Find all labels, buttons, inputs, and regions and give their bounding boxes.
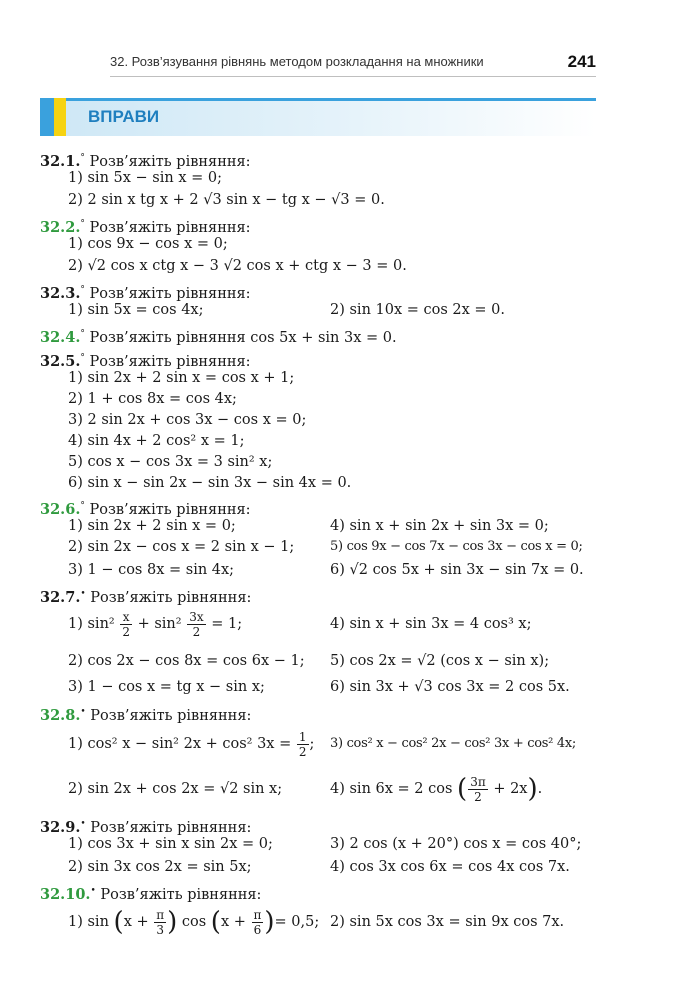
paren-open: ( bbox=[113, 907, 124, 937]
fraction bbox=[297, 730, 309, 759]
expr-part: 1) sin bbox=[68, 914, 109, 930]
exercise-instruction: Розв’яжіть рівняння: bbox=[89, 285, 251, 302]
paren-open: ( bbox=[457, 774, 468, 804]
exercise-number: 32.7. bbox=[40, 588, 81, 606]
task-item: 2) sin 10x = cos 2x = 0. bbox=[330, 302, 506, 318]
task-item: 2) sin 3x cos 2x = sin 5x; bbox=[68, 859, 252, 875]
fraction-numerator: π bbox=[253, 907, 262, 922]
exercise-instruction: Розв’яжіть рівняння: bbox=[89, 219, 251, 236]
section-title: ВПРАВИ bbox=[88, 107, 160, 126]
task-item: 4) sin 4x + 2 cos² x = 1; bbox=[68, 433, 245, 449]
task-item: 2) sin 2x − cos x = 2 sin x − 1; bbox=[68, 539, 295, 555]
fraction-denominator: 2 bbox=[192, 624, 201, 639]
level-mark: ° bbox=[80, 153, 85, 163]
task-item: 2) 1 + cos 8x = cos 4x; bbox=[68, 391, 237, 407]
expr-part: 1) cos² x − sin² 2x + cos² 3x = bbox=[68, 736, 292, 752]
task-item: 3) cos² x − cos² 2x − cos² 3x + cos² 4x; bbox=[330, 736, 576, 751]
task-item: 6) sin x − sin 2x − sin 3x − sin 4x = 0. bbox=[68, 475, 352, 491]
task-item: 1) cos 3x + sin x sin 2x = 0; bbox=[68, 836, 273, 852]
task-item: 1) sin 5x − sin x = 0; bbox=[68, 170, 222, 186]
fraction-denominator: 2 bbox=[298, 744, 307, 759]
fraction-denominator: 6 bbox=[253, 922, 262, 937]
exercise-number: 32.1. bbox=[40, 152, 81, 170]
task-item: 5) cos 9x − cos 7x − cos 3x − cos x = 0; bbox=[330, 539, 583, 554]
task-item bbox=[68, 724, 314, 764]
level-mark: ° bbox=[80, 501, 85, 511]
task-item: 3) 1 − cos 8x = sin 4x; bbox=[68, 562, 235, 578]
task-item: 4) sin x + sin 3x = 4 cos³ x; bbox=[330, 616, 532, 632]
fraction-denominator: 2 bbox=[474, 789, 482, 804]
expr-part: = 0,5; bbox=[274, 914, 320, 930]
task-item: 2) sin 5x cos 3x = sin 9x cos 7x. bbox=[330, 914, 565, 930]
task-item: 2) √2 cos x ctg x − 3 √2 cos x + ctg x − 3 = 0. bbox=[68, 258, 407, 274]
running-title: 32. Розв’язування рівнянь методом розкладання на множники bbox=[110, 54, 484, 69]
flag-yellow-stripe bbox=[54, 98, 66, 136]
banner-top-line bbox=[66, 98, 596, 101]
fraction bbox=[468, 775, 488, 804]
exercise-number: 32.4. bbox=[40, 328, 81, 346]
fraction-numerator: x bbox=[120, 610, 132, 625]
fraction-numerator: 1 bbox=[298, 729, 307, 744]
fraction bbox=[252, 908, 264, 937]
flag-blue-stripe bbox=[40, 98, 54, 136]
exercise-instruction: Розв’яжіть рівняння: bbox=[90, 589, 252, 606]
exercise-number: 32.6. bbox=[40, 500, 81, 518]
task-item bbox=[330, 771, 542, 807]
task-item: 3) 2 sin 2x + cos 3x − cos x = 0; bbox=[68, 412, 307, 428]
fraction bbox=[154, 908, 166, 937]
exercise-instruction: Розв’яжіть рівняння: bbox=[89, 501, 251, 518]
exercise-instruction: Розв’яжіть рівняння cos 5x + sin 3x = 0. bbox=[89, 329, 397, 346]
page-number: 241 bbox=[567, 52, 596, 71]
exercise-number: 32.3. bbox=[40, 284, 81, 302]
task-item: 2) sin 2x + cos 2x = √2 sin x; bbox=[68, 781, 283, 797]
exercise-32-8 bbox=[40, 702, 251, 726]
expr-part: x + bbox=[220, 914, 246, 930]
level-mark: • bbox=[90, 886, 96, 896]
task-item: 1) sin 2x + 2 sin x = cos x + 1; bbox=[68, 370, 295, 386]
task-item: 3) 2 cos (x + 20°) cos x = cos 40°; bbox=[330, 836, 582, 852]
task-item: 1) sin 2x + 2 sin x = 0; bbox=[68, 518, 236, 534]
fraction bbox=[120, 610, 132, 639]
paren-close: ) bbox=[527, 774, 538, 804]
level-mark: • bbox=[80, 707, 86, 717]
page-header bbox=[110, 52, 596, 77]
task-item: 6) √2 cos 5x + sin 3x − sin 7x = 0. bbox=[330, 562, 584, 578]
fraction-denominator: 2 bbox=[122, 624, 130, 639]
paren-close: ) bbox=[167, 907, 178, 937]
fraction bbox=[187, 610, 205, 639]
fraction-denominator: 3 bbox=[156, 922, 164, 937]
task-item: 4) cos 3x cos 6x = cos 4x cos 7x. bbox=[330, 859, 570, 875]
expr-part: x + bbox=[123, 914, 149, 930]
expr-part: = 1; bbox=[211, 616, 243, 632]
fraction-numerator: 3x bbox=[189, 609, 204, 624]
task-item: 1) sin 5x = cos 4x; bbox=[68, 302, 204, 318]
exercise-instruction: Розв’яжіть рівняння: bbox=[90, 819, 252, 836]
exercise-32-4 bbox=[40, 324, 397, 348]
exercise-number: 32.10. bbox=[40, 885, 91, 903]
task-item: 3) 1 − cos x = tg x − sin x; bbox=[68, 679, 265, 695]
paren-close: ) bbox=[264, 907, 275, 937]
task-item bbox=[68, 902, 319, 942]
exercise-instruction: Розв’яжіть рівняння: bbox=[90, 707, 252, 724]
exercise-number: 32.8. bbox=[40, 706, 81, 724]
section-banner bbox=[40, 98, 596, 136]
expr-part: . bbox=[537, 781, 543, 797]
expr-part: 1) sin² bbox=[68, 616, 115, 632]
task-item: 2) 2 sin x tg x + 2 √3 sin x − tg x − √3 = 0. bbox=[68, 192, 385, 208]
exercise-instruction: Розв’яжіть рівняння: bbox=[100, 886, 262, 903]
exercise-instruction: Розв’яжіть рівняння: bbox=[89, 153, 251, 170]
paren-open: ( bbox=[210, 907, 221, 937]
task-item: 4) sin x + sin 2x + sin 3x = 0; bbox=[330, 518, 549, 534]
exercise-number: 32.5. bbox=[40, 352, 81, 370]
level-mark: ° bbox=[80, 219, 85, 229]
fraction-numerator: 3π bbox=[470, 774, 486, 789]
expr-part: + 2x bbox=[493, 781, 528, 797]
task-item: 5) cos 2x = √2 (cos x − sin x); bbox=[330, 653, 550, 669]
fraction-numerator: π bbox=[156, 907, 165, 922]
task-item: 5) cos x − cos 3x = 3 sin² x; bbox=[68, 454, 273, 470]
task-item bbox=[68, 606, 242, 642]
task-item: 6) sin 3x + √3 cos 3x = 2 cos 5x. bbox=[330, 679, 570, 695]
task-item: 2) cos 2x − cos 8x = cos 6x − 1; bbox=[68, 653, 305, 669]
level-mark: • bbox=[80, 819, 86, 829]
exercise-number: 32.9. bbox=[40, 818, 81, 836]
task-item: 1) cos 9x − cos x = 0; bbox=[68, 236, 228, 252]
level-mark: ° bbox=[80, 353, 85, 363]
expr-part: + sin² bbox=[137, 616, 182, 632]
exercise-32-7 bbox=[40, 584, 251, 608]
expr-part: 4) sin 6x = 2 cos bbox=[330, 781, 453, 797]
expr-part: cos bbox=[181, 914, 207, 930]
level-mark: ° bbox=[80, 329, 85, 339]
level-mark: ° bbox=[80, 285, 85, 295]
exercise-number: 32.2. bbox=[40, 218, 81, 236]
level-mark: • bbox=[80, 589, 86, 599]
exercise-instruction: Розв’яжіть рівняння: bbox=[89, 353, 251, 370]
expr-part: ; bbox=[309, 736, 315, 752]
